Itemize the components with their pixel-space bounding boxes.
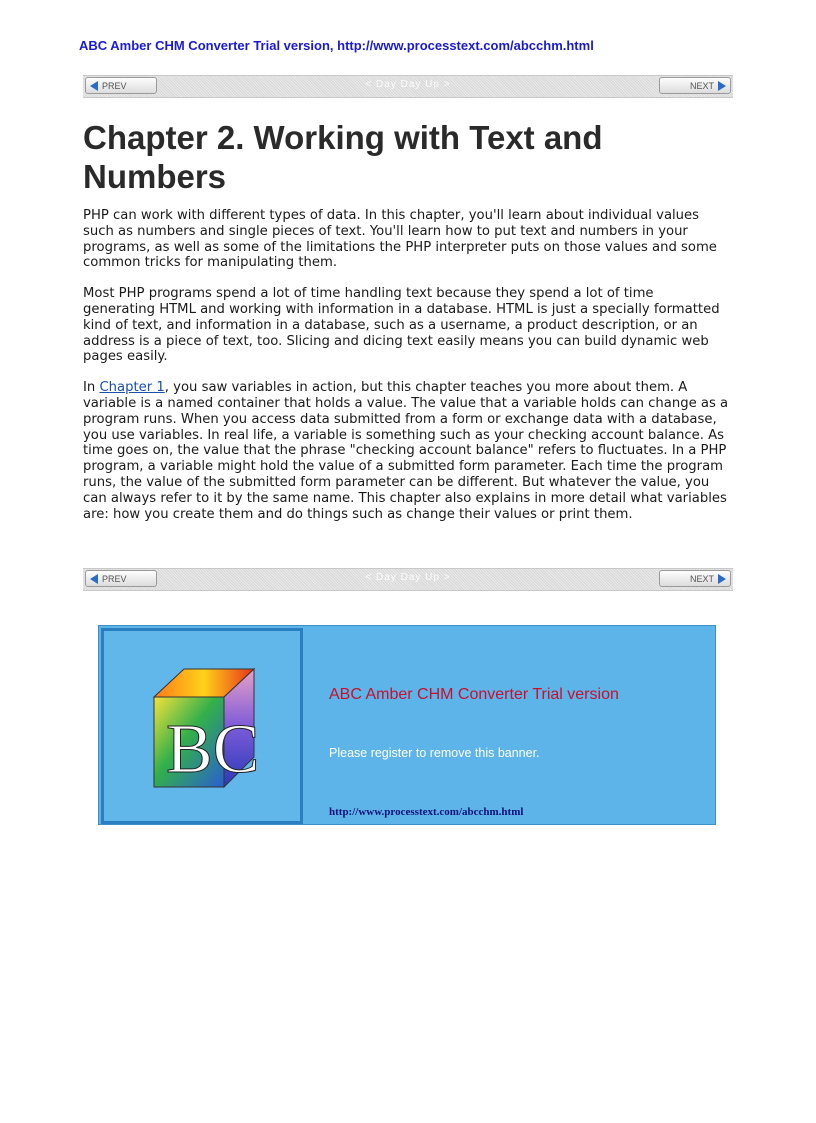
prev-label: PREV (102, 573, 127, 584)
arrow-right-icon (718, 81, 726, 91)
paragraph-text: , you saw variables in action, but this chapter teaches you more about them. A variable is a named container that holds a value. The value that a variable holds can change as a program runs. When you access data submitted from a form or exchange data with a database, you use variables. In real life, a variable is something such as your checking account balance. As time goes on, the value that the phrase "checking account balance" refers to fluctuates. In a PHP program, a variable might hold the value of a submitted form parameter. Each time the program runs, the value of the submitted form parameter can be different. But whatever the value, you can always refer to it by the same name. This chapter also explains in more detail what variables are: how you create them and do things such as change their values or print them. (83, 380, 729, 522)
top-navigation-bar (83, 75, 733, 98)
day-day-up-label: < Day Day Up > (365, 572, 451, 583)
banner-url-link[interactable]: http://www.processtext.com/abcchm.html (329, 806, 524, 818)
prev-label: PREV (102, 80, 127, 91)
day-day-up-label: < Day Day Up > (365, 79, 451, 90)
trial-version-header[interactable]: ABC Amber CHM Converter Trial version, http://www.processtext.com/abcchm.html (79, 38, 594, 53)
intro-paragraph-3 (83, 380, 729, 522)
bottom-navigation-bar (83, 568, 733, 591)
next-button[interactable] (659, 77, 731, 94)
trial-banner (98, 625, 716, 825)
next-label: NEXT (689, 80, 714, 91)
intro-paragraph-1: PHP can work with different types of data. In this chapter, you'll learn about individual values such as numbers and single pieces of text. You'll learn how to put text and numbers in your programs, as well as some of the limitations the PHP interpreter puts on those values and some common tricks for manipulating them. (83, 208, 717, 271)
logo-panel (101, 628, 303, 824)
abc-cube-logo-icon (144, 657, 264, 797)
arrow-right-icon (718, 574, 726, 584)
banner-title: ABC Amber CHM Converter Trial version (329, 686, 619, 703)
banner-subtitle: Please register to remove this banner. (329, 746, 540, 760)
logo-letters: BC (166, 711, 260, 788)
next-label: NEXT (689, 573, 714, 584)
chapter-title: Chapter 2. Working with Text and Numbers (83, 119, 603, 195)
chapter-1-link[interactable]: Chapter 1 (99, 380, 165, 396)
next-button[interactable] (659, 570, 731, 587)
chapter-intro (83, 208, 729, 537)
paragraph-text: In (83, 380, 100, 396)
intro-paragraph-2: Most PHP programs spend a lot of time handling text because they spend a lot of time generating HTML and working with information in a database. HTML is just a specially formatted kind of text, and information in a database, such as a username, a product description, or an address is a piece of text, too. Slicing and dicing text easily means you can build dynamic web pages easily. (83, 286, 720, 365)
